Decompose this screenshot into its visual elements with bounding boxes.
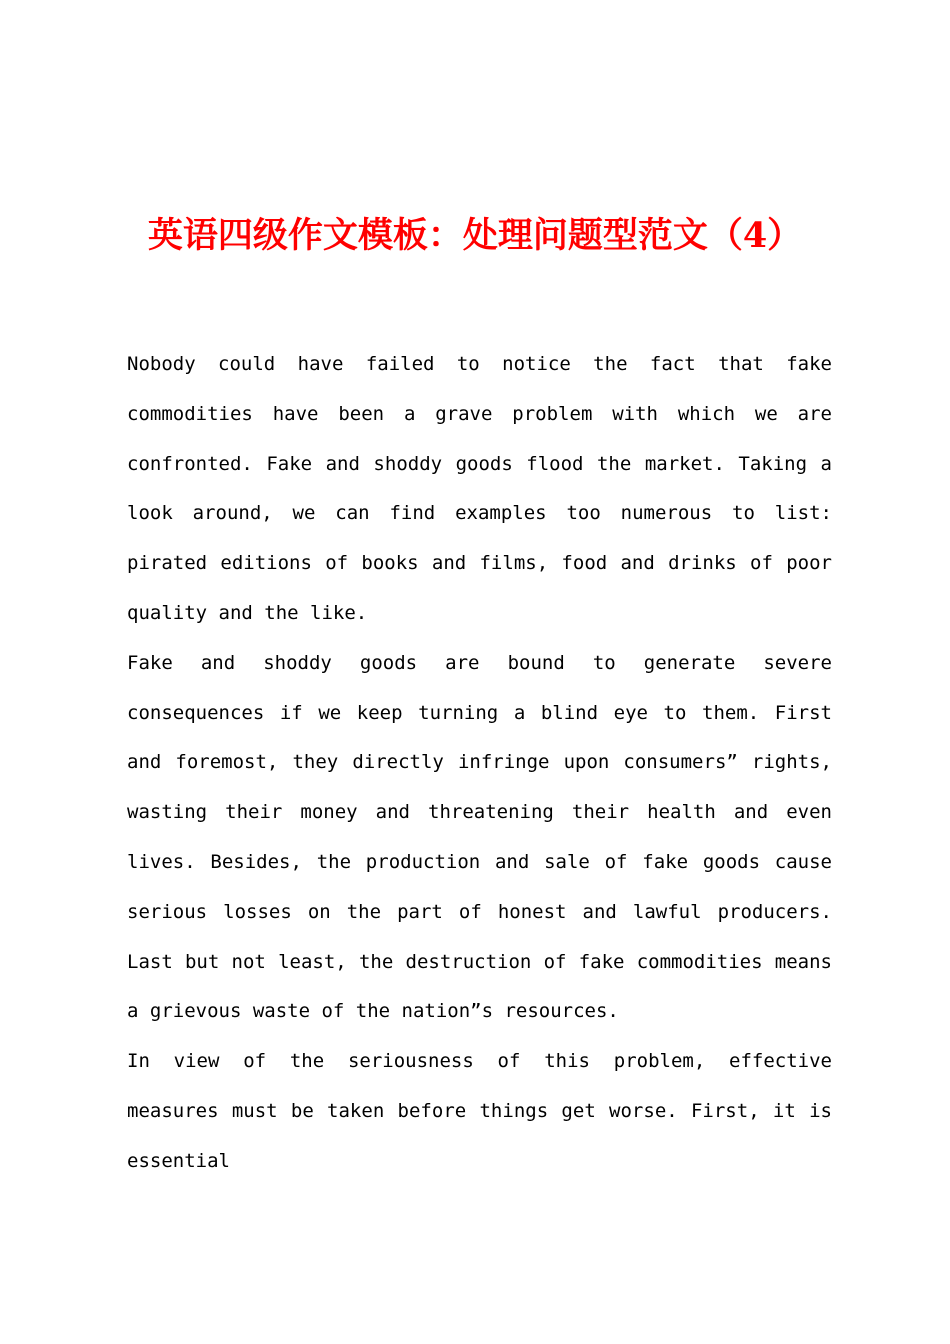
document-body <box>127 340 832 1172</box>
paragraph-1: Nobody could have failed to notice the fact that fake commodities have been a grave problem with which we are confronted. Fake and shoddy goods flood the market. Taking a look around, we can find examples too numerous to list: pirated editions of books and films, food and drinks of poor quality and the like. <box>127 353 832 624</box>
paragraph-3: In view of the seriousness of this problem, effective measures must be taken before things get worse. First, it is essential <box>127 1050 832 1172</box>
paragraph-2: Fake and shoddy goods are bound to generate severe consequences if we keep turning a blind eye to them. First and foremost, they directly infringe upon consumers” rights, wasting their money and threatening their health and even lives. Besides, the production and sale of fake goods cause serious losses on the part of honest and lawful producers. Last but not least, the destruction of fake commodities means a grievous waste of the nation”s resources. <box>127 651 832 1023</box>
document-title: 英语四级作文模板：处理问题型范文（4） <box>147 215 803 256</box>
